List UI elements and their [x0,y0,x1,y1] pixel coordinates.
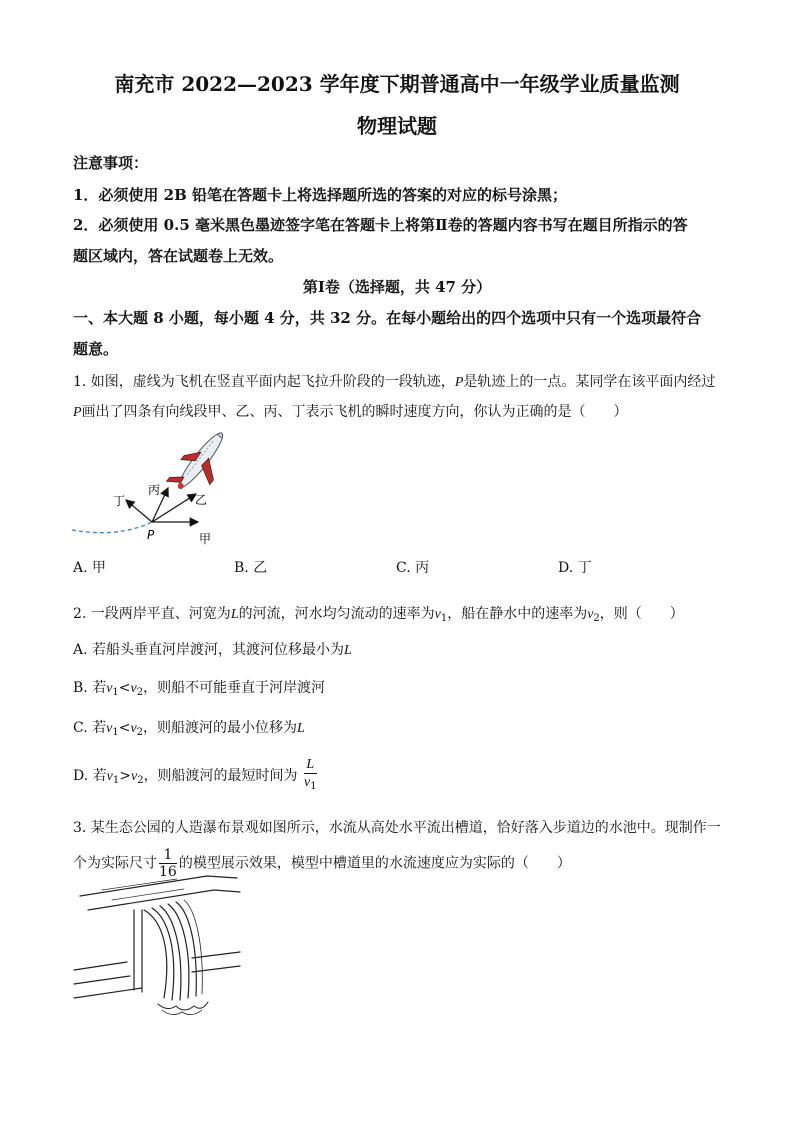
walkway-rail [192,966,240,972]
airplane-icon [165,423,238,503]
notice-item-2-cont: 题区域内，答在试题卷上无效。 [73,247,284,265]
label-ding: 丁 [113,494,126,508]
question-3-stem: 3. 某生态公园的人造瀑布景观如图所示，水流从高处水平流出槽道，恰好落入步道边的水池中。现制作一 [73,820,721,836]
fraction-L-over-v1: $\frac{L}{v_1}$ [304,757,317,792]
question-3-figure [72,870,242,1020]
vector-ding [126,500,152,522]
question-2-stem: 2. 一段两岸平直、河宽为L的河流，河水均匀流动的速率为$v_1$，船在静水中的速率为$v_2$，则（ ） [73,606,684,624]
fraction-1-over-16: $\frac{1}{16}$ [159,847,177,880]
splash [158,1002,208,1010]
page-title: 南充市 2022—2023 学年度下期普通高中一年级学业质量监测 [114,72,680,96]
question-1-option-a[interactable]: A. 甲 [73,560,107,576]
channel-edge [88,890,214,910]
channel-edge [214,890,240,892]
question-1-stem-cont: P画出了四条有向线段甲、乙、丙、丁表示飞机的瞬时速度方向，你认为正确的是（ ） [73,404,628,420]
waterfall-strand [168,904,189,998]
waterfall-strand [144,910,167,998]
channel-edge [207,876,237,878]
label-yi: 乙 [195,493,208,507]
walkway-rail [192,952,240,958]
question-3-stem-cont: 个为实际尺寸 $\frac{1}{16}$ 的模型展示效果，模型中槽道里的水流速度应为实际的（ ） [73,847,571,880]
section-title: 第Ⅰ卷（选择题，共 47 分） [302,278,492,296]
page-subtitle: 物理试题 [357,114,437,138]
channel-edge [80,876,207,896]
walkway-rail [74,976,130,984]
notice-heading: 注意事项： [73,154,149,172]
section-intro-cont: 题意。 [73,340,119,358]
splash [162,1010,202,1015]
question-2-option-b[interactable]: B. 若$v_1<v_2$，则船不可能垂直于河岸渡河 [73,680,326,698]
label-bing: 丙 [148,483,161,497]
notice-item-1: 1．必须使用 2B 铅笔在答题卡上将选择题所选的答案的对应的标号涂黑； [73,186,567,204]
water-line [112,889,184,900]
label-p: P [147,528,155,542]
trajectory-curve [72,522,152,533]
water-line [102,879,177,890]
question-2-option-c[interactable]: C. 若$v_1<v_2$，则船渡河的最小位移为L [73,720,305,738]
walkway-rail [74,988,142,998]
question-1-option-c[interactable]: C. 丙 [396,560,430,576]
question-1-figure [68,422,238,550]
question-1-option-b[interactable]: B. 乙 [234,560,268,576]
question-2-option-d[interactable]: D. 若$v_1>v_2$，则船渡河的最短时间为 $\frac{L}{v_1}$ [73,757,319,795]
notice-item-2: 2．必须使用 0.5 毫米黑色墨迹签字笔在答题卡上将第Ⅱ卷的答题内容书写在题目所指示的答 [73,216,688,234]
question-2-option-a[interactable]: A. 若船头垂直河岸渡河，其渡河位移最小为L [73,642,352,658]
section-intro: 一、本大题 8 小题，每小题 4 分，共 32 分。在每小题给出的四个选项中只有一个选项最符合 [73,309,702,327]
walkway-rail [74,962,127,970]
waterfall-strand [152,908,174,1000]
question-1-option-d[interactable]: D. 丁 [558,560,592,576]
label-jia: 甲 [199,532,212,546]
question-1-stem: 1. 如图，虚线为飞机在竖直平面内起飞拉升阶段的一段轨迹，P是轨迹上的一点。某同学在该平面内经过 [73,374,716,390]
